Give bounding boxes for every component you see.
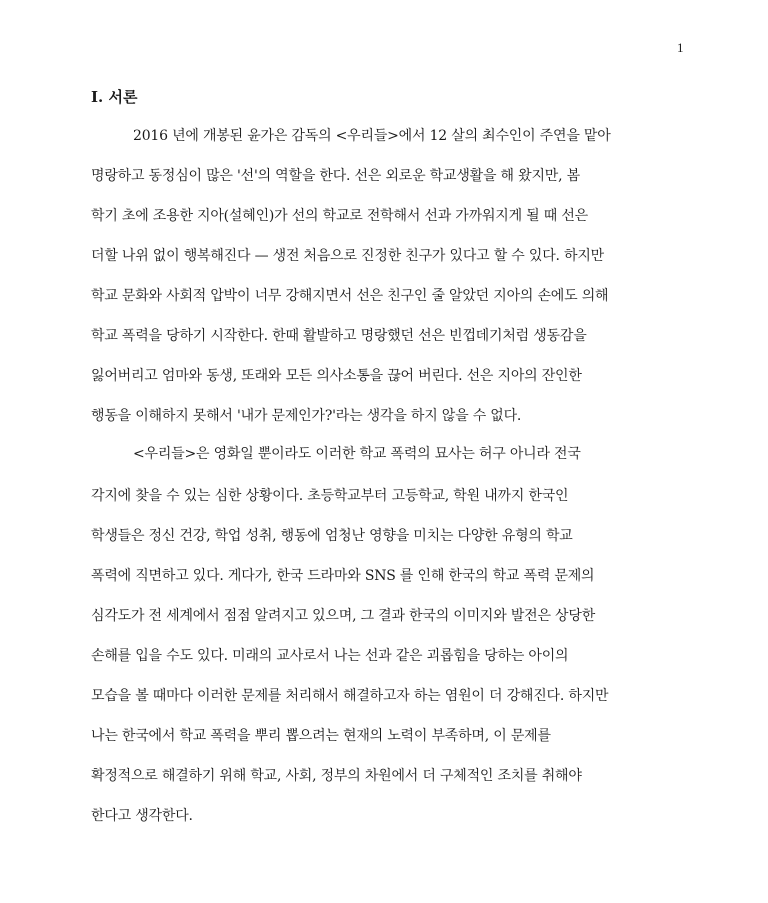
page-number: 1 <box>677 40 684 55</box>
paragraph-line: 심각도가 전 세계에서 점점 알려지고 있으며, 그 결과 한국의 이미지와 발전은 상당한 <box>91 608 596 624</box>
paragraph-line: 행동을 이해하지 못해서 '내가 문제인가?'라는 생각을 하지 않을 수 없다. <box>91 408 522 424</box>
paragraph-line: 모습을 볼 때마다 이러한 문제를 처리해서 해결하고자 하는 염원이 더 강해진다. 하지만 <box>91 688 609 704</box>
paragraph-line: 각지에 찾을 수 있는 심한 상황이다. 초등학교부터 고등학교, 학원 내까지 한국인 <box>91 488 569 504</box>
paragraph-line: 학생들은 정신 건강, 학업 성취, 행동에 엄청난 영향을 미치는 다양한 유형의 학교 <box>91 528 573 544</box>
section-heading: I. 서론 <box>91 88 138 106</box>
paragraph-line: 폭력에 직면하고 있다. 게다가, 한국 드라마와 SNS 를 인해 한국의 학교 폭력 문제의 <box>91 568 595 584</box>
paragraph-line: 2016 년에 개봉된 윤가은 감독의 <우리들>에서 12 살의 최수인이 주연을 맡아 <box>133 128 611 144</box>
paragraph-line: 확정적으로 해결하기 위해 학교, 사회, 정부의 차원에서 더 구체적인 조치를 취해야 <box>91 768 582 784</box>
paragraph-line: <우리들>은 영화일 뿐이라도 이러한 학교 폭력의 묘사는 허구 아니라 전국 <box>133 446 581 462</box>
paragraph-line: 나는 한국에서 학교 폭력을 뿌리 뽑으려는 현재의 노력이 부족하며, 이 문제를 <box>91 728 551 744</box>
paragraph-line: 명랑하고 동정심이 많은 '선'의 역할을 한다. 선은 외로운 학교생활을 해 왔지만, 봄 <box>91 168 580 184</box>
paragraph-line: 한다고 생각한다. <box>91 808 193 824</box>
paragraph-line: 잃어버리고 엄마와 동생, 또래와 모든 의사소통을 끊어 버린다. 선은 지아의 잔인한 <box>91 368 582 384</box>
paragraph-line: 학기 초에 조용한 지아(설혜인)가 선의 학교로 전학해서 선과 가까워지게 될 때 선은 <box>91 208 588 224</box>
paragraph-line: 학교 문화와 사회적 압박이 너무 강해지면서 선은 친구인 줄 알았던 지아의 손에도 의해 <box>91 288 609 304</box>
paragraph-line: 손해를 입을 수도 있다. 미래의 교사로서 나는 선과 같은 괴롭힘을 당하는 아이의 <box>91 648 569 664</box>
paragraph-line: 더할 나위 없이 행복해진다 — 생전 처음으로 진정한 친구가 있다고 할 수 있다. 하지만 <box>91 248 604 264</box>
paragraph-line: 학교 폭력을 당하기 시작한다. 한때 활발하고 명랑했던 선은 빈껍데기처럼 생동감을 <box>91 328 587 344</box>
